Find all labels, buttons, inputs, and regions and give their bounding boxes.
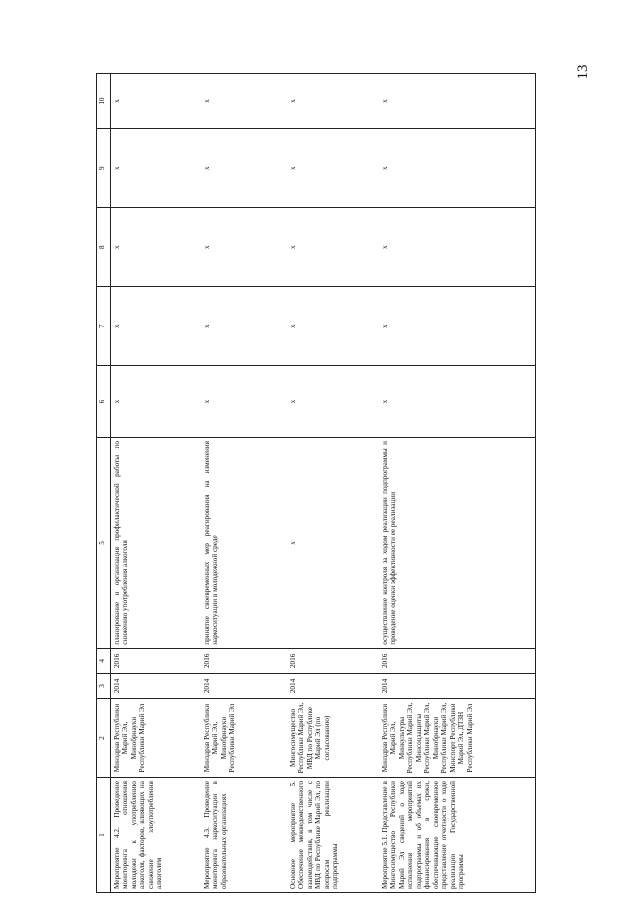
start-year-cell: 2014: [111, 673, 202, 698]
expected-result-cell: планирование и организация профилактической работы по снижению употребления алкоголя: [111, 438, 202, 649]
executor-cell: Мингосимущество Республики Марий Эл, МВД по Республике Марий Эл (по согласованию): [287, 699, 379, 778]
column-header: 4: [97, 648, 111, 673]
mark-cell: x: [287, 208, 379, 287]
column-header: 6: [97, 366, 111, 438]
mark-cell: x: [201, 74, 287, 129]
expected-result-cell: осуществление контроля за ходом реализации подпрограммы и проведение оценки эффективности ее реализации: [379, 438, 536, 649]
activity-cell: Основное мероприятие 5. Обеспечение межведомственного взаимодействия, в том числе с МВД по Республике Марий Эл, по вопросам реализации подпрограммы: [287, 778, 379, 893]
mark-cell: x: [111, 287, 202, 366]
start-year-cell: 2014: [287, 673, 379, 698]
column-header: 9: [97, 129, 111, 208]
mark-cell: x: [111, 366, 202, 438]
column-header: 7: [97, 287, 111, 366]
executor-cell: Минздрав Республики Марий Эл, Минкультуры Республики Марий Эл, Минсоцзащиты Республики Марий Эл, Минобрнауки Республики Марий Эл, Минспорт Республики Марий Эл, ДТЗН Республики Марий Эл: [379, 699, 536, 778]
mark-cell: x: [287, 129, 379, 208]
mark-cell: x: [201, 129, 287, 208]
mark-cell: x: [287, 74, 379, 129]
end-year-cell: 2016: [379, 648, 536, 673]
end-year-cell: 2016: [111, 648, 202, 673]
mark-cell: x: [287, 287, 379, 366]
start-year-cell: 2014: [201, 673, 287, 698]
column-header: 3: [97, 673, 111, 698]
mark-cell: x: [111, 74, 202, 129]
start-year-cell: 2014: [379, 673, 536, 698]
rotated-document: [96, 73, 521, 893]
expected-result-cell: x: [287, 438, 379, 649]
mark-cell: x: [201, 366, 287, 438]
end-year-cell: 2016: [201, 648, 287, 673]
mark-cell: x: [379, 129, 536, 208]
expected-result-cell: принятие своевременных мер реагирования на изменения наркоситуации в молодежной среде: [201, 438, 287, 649]
end-year-cell: 2016: [287, 648, 379, 673]
executor-cell: Минздрав Республики Марий Эл, Минобрнауки Республики Марий Эл: [201, 699, 287, 778]
executor-cell: Минздрав Республики Марий Эл, Минобрнауки Республики Марий Эл: [111, 699, 202, 778]
table-row: [111, 74, 202, 893]
table-header-row: [97, 74, 111, 893]
column-header: 10: [97, 74, 111, 129]
column-header: 2: [97, 699, 111, 778]
column-header: 8: [97, 208, 111, 287]
mark-cell: x: [379, 208, 536, 287]
page-number: 13: [574, 64, 591, 80]
mark-cell: x: [379, 287, 536, 366]
mark-cell: x: [111, 129, 202, 208]
activity-cell: Мероприятие 4.2. Проведение мониторинга отношения молодежи к употреблению алкоголя, факторов, влияющих на снижение злоупотребления алкоголем: [111, 778, 202, 893]
mark-cell: x: [287, 366, 379, 438]
activity-cell: Мероприятие 4.3. Проведение мониторинга наркоситуации в образовательных организациях: [201, 778, 287, 893]
mark-cell: x: [111, 208, 202, 287]
mark-cell: x: [201, 287, 287, 366]
table-row: [201, 74, 287, 893]
mark-cell: x: [379, 74, 536, 129]
program-activities-table: [96, 73, 536, 893]
table-row: [379, 74, 536, 893]
column-header: 1: [97, 778, 111, 893]
activity-cell: Мероприятие 5.1. Представление в Мингосимущество Республики Марий Эл сведений о ходе исполнения мероприятий подпрограммы и об объемах их финансирования в сроки, обеспечивающие своевременное представление отчетности о ходе реализации Государственной программы: [379, 778, 536, 893]
column-header: 5: [97, 438, 111, 649]
mark-cell: x: [201, 208, 287, 287]
mark-cell: x: [379, 366, 536, 438]
table-row: [287, 74, 379, 893]
